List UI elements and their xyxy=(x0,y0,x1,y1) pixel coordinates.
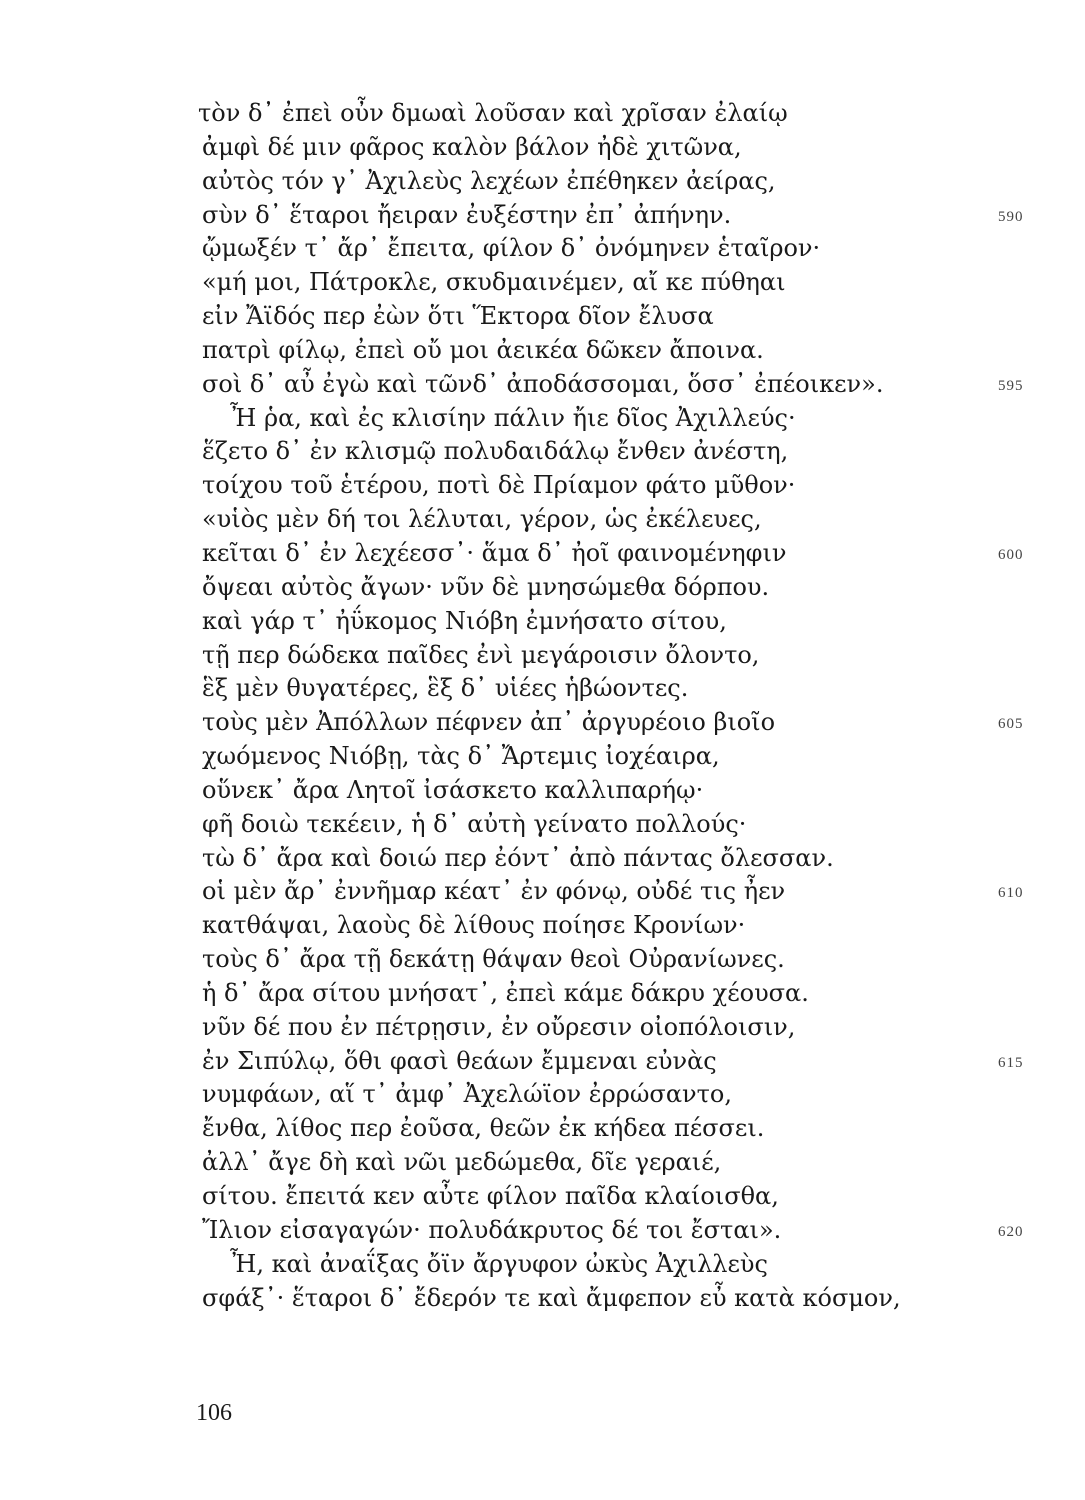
verse-line xyxy=(198,909,1048,943)
verse-text: νυμφάων, αἵ τ᾽ ἀμφ᾽ Ἀχελώϊον ἐρρώσαντο, xyxy=(202,1080,732,1109)
verse-text: κεῖται δ᾽ ἐν λεχέεσσ᾽· ἅμα δ᾽ ἠοῖ φαινομένηφιν xyxy=(202,538,787,567)
verse-line xyxy=(198,266,1048,300)
verse-line xyxy=(198,1078,1048,1112)
verse-text: ἓξ μὲν θυγατέρες, ἓξ δ᾽ υἱέες ἡβώοντες. xyxy=(202,674,689,703)
verse-text: τὼ δ᾽ ἄρα καὶ δοιώ περ ἐόντ᾽ ἀπὸ πάντας ὄλεσσαν. xyxy=(202,843,834,872)
verse-line xyxy=(198,368,1048,402)
verse-line xyxy=(198,943,1048,977)
verse-text: εἰν Ἄϊδός περ ἐὼν ὅτι Ἕκτορα δῖον ἔλυσα xyxy=(202,302,714,331)
verse-block xyxy=(198,97,1048,1315)
page-number: 106 xyxy=(196,1400,232,1426)
verse-line xyxy=(198,1214,1048,1248)
verse-text: Ἦ, καὶ ἀναΐξας ὄϊν ἄργυφον ὠκὺς Ἀχιλλεὺς xyxy=(230,1249,768,1278)
verse-text: ἐν Σιπύλῳ, ὅθι φασὶ θεάων ἔμμεναι εὐνὰς xyxy=(202,1046,717,1075)
verse-text: πατρὶ φίλῳ, ἐπεὶ οὔ μοι ἀεικέα δῶκεν ἄποινα. xyxy=(202,335,764,364)
verse-line xyxy=(198,199,1048,233)
verse-text: οἱ μὲν ἄρ᾽ ἐννῆμαρ κέατ᾽ ἐν φόνῳ, οὐδέ τις ἦεν xyxy=(202,877,786,906)
line-number: 595 xyxy=(998,377,1024,394)
verse-line xyxy=(198,300,1048,334)
verse-text: χωόμενος Νιόβῃ, τὰς δ᾽ Ἄρτεμις ἰοχέαιρα, xyxy=(202,742,720,771)
verse-line xyxy=(198,977,1048,1011)
verse-line xyxy=(198,537,1048,571)
verse-text: κατθάψαι, λαοὺς δὲ λίθους ποίησε Κρονίων· xyxy=(202,911,746,940)
verse-line xyxy=(198,842,1048,876)
line-number: 600 xyxy=(998,546,1024,563)
verse-text: ᾤμωξέν τ᾽ ἄρ᾽ ἔπειτα, φίλον δ᾽ ὀνόμηνεν ἑταῖρον· xyxy=(202,234,821,263)
verse-text: τοίχου τοῦ ἑτέρου, ποτὶ δὲ Πρίαμον φάτο μῦθον· xyxy=(202,471,796,500)
verse-text: ἕζετο δ᾽ ἐν κλισμῷ πολυδαιδάλῳ ἔνθεν ἀνέστη, xyxy=(202,437,789,466)
verse-line xyxy=(198,605,1048,639)
verse-text: «υἱὸς μὲν δή τοι λέλυται, γέρον, ὡς ἐκέλευες, xyxy=(202,505,762,534)
verse-line xyxy=(198,1248,1048,1282)
verse-line xyxy=(198,740,1048,774)
verse-text: καὶ γάρ τ᾽ ἠΰκομος Νιόβη ἐμνήσατο σίτου, xyxy=(202,606,727,635)
verse-line xyxy=(198,1011,1048,1045)
verse-text: νῦν δέ που ἐν πέτρῃσιν, ἐν οὔρεσιν οἰοπόλοισιν, xyxy=(202,1012,796,1041)
verse-line xyxy=(198,808,1048,842)
verse-text: τοὺς δ᾽ ἄρα τῇ δεκάτῃ θάψαν θεοὶ Οὐρανίωνες. xyxy=(202,945,785,974)
verse-text: φῆ δοιὼ τεκέειν, ἡ δ᾽ αὐτὴ γείνατο πολλούς· xyxy=(202,809,747,838)
verse-text: ὄψεαι αὐτὸς ἄγων· νῦν δὲ μνησώμεθα δόρπου. xyxy=(202,572,770,601)
verse-line xyxy=(198,875,1048,909)
verse-text: ἀλλ᾽ ἄγε δὴ καὶ νῶι μεδώμεθα, δῖε γεραιέ, xyxy=(202,1148,722,1177)
verse-line xyxy=(198,402,1048,436)
verse-text: αὐτὸς τόν γ᾽ Ἀχιλεὺς λεχέων ἐπέθηκεν ἀείρας, xyxy=(202,166,776,195)
verse-line xyxy=(198,1282,1048,1316)
verse-text: οὕνεκ᾽ ἄρα Λητοῖ ἰσάσκετο καλλιπαρήῳ· xyxy=(202,775,704,804)
verse-line xyxy=(198,571,1048,605)
verse-line xyxy=(198,774,1048,808)
verse-line xyxy=(198,1146,1048,1180)
verse-text: «μή μοι, Πάτροκλε, σκυδμαινέμεν, αἴ κε πύθηαι xyxy=(202,268,786,297)
line-number: 610 xyxy=(998,885,1024,902)
verse-line xyxy=(198,1180,1048,1214)
line-number: 590 xyxy=(998,208,1024,225)
verse-line xyxy=(198,97,1048,131)
verse-line xyxy=(198,706,1048,740)
verse-line xyxy=(198,1045,1048,1079)
verse-text: σφάξ᾽· ἕταροι δ᾽ ἔδερόν τε καὶ ἄμφεπον εὖ κατὰ κόσμον, xyxy=(202,1283,901,1312)
line-number: 615 xyxy=(998,1054,1024,1071)
verse-text: Ἦ ῥα, καὶ ἐς κλισίην πάλιν ἤιε δῖος Ἀχιλλεύς· xyxy=(230,403,796,432)
verse-text: τῇ περ δώδεκα παῖδες ἐνὶ μεγάροισιν ὄλοντο, xyxy=(202,640,760,669)
verse-line xyxy=(198,639,1048,673)
verse-line xyxy=(198,435,1048,469)
line-number: 605 xyxy=(998,716,1024,733)
verse-text: σοὶ δ᾽ αὖ ἐγὼ καὶ τῶνδ᾽ ἀποδάσσομαι, ὅσσ᾽ ἐπέοικεν». xyxy=(202,369,884,398)
verse-text: Ἴλιον εἰσαγαγών· πολυδάκρυτος δέ τοι ἔσται». xyxy=(202,1215,782,1244)
verse-line xyxy=(198,672,1048,706)
verse-text: ἡ δ᾽ ἄρα σίτου μνήσατ᾽, ἐπεὶ κάμε δάκρυ χέουσα. xyxy=(202,978,809,1007)
verse-line xyxy=(198,334,1048,368)
line-number: 620 xyxy=(998,1223,1024,1240)
verse-text: τοὺς μὲν Ἀπόλλων πέφνεν ἀπ᾽ ἀργυρέοιο βιοῖο xyxy=(202,708,776,737)
verse-line xyxy=(198,503,1048,537)
verse-line xyxy=(198,232,1048,266)
verse-text: τὸν δ᾽ ἐπεὶ οὖν δμωαὶ λοῦσαν καὶ χρῖσαν ἐλαίῳ xyxy=(198,99,788,127)
verse-line xyxy=(198,165,1048,199)
verse-text: ἔνθα, λίθος περ ἐοῦσα, θεῶν ἐκ κήδεα πέσσει. xyxy=(202,1114,765,1143)
verse-line xyxy=(198,131,1048,165)
verse-line xyxy=(198,469,1048,503)
verse-text: ἀμφὶ δέ μιν φᾶρος καλὸν βάλον ἠδὲ χιτῶνα, xyxy=(202,132,742,161)
verse-text: σίτου. ἔπειτά κεν αὖτε φίλον παῖδα κλαίοισθα, xyxy=(202,1182,779,1210)
verse-text: σὺν δ᾽ ἕταροι ἤειραν ἐυξέστην ἐπ᾽ ἀπήνην. xyxy=(202,200,732,229)
verse-line xyxy=(198,1112,1048,1146)
